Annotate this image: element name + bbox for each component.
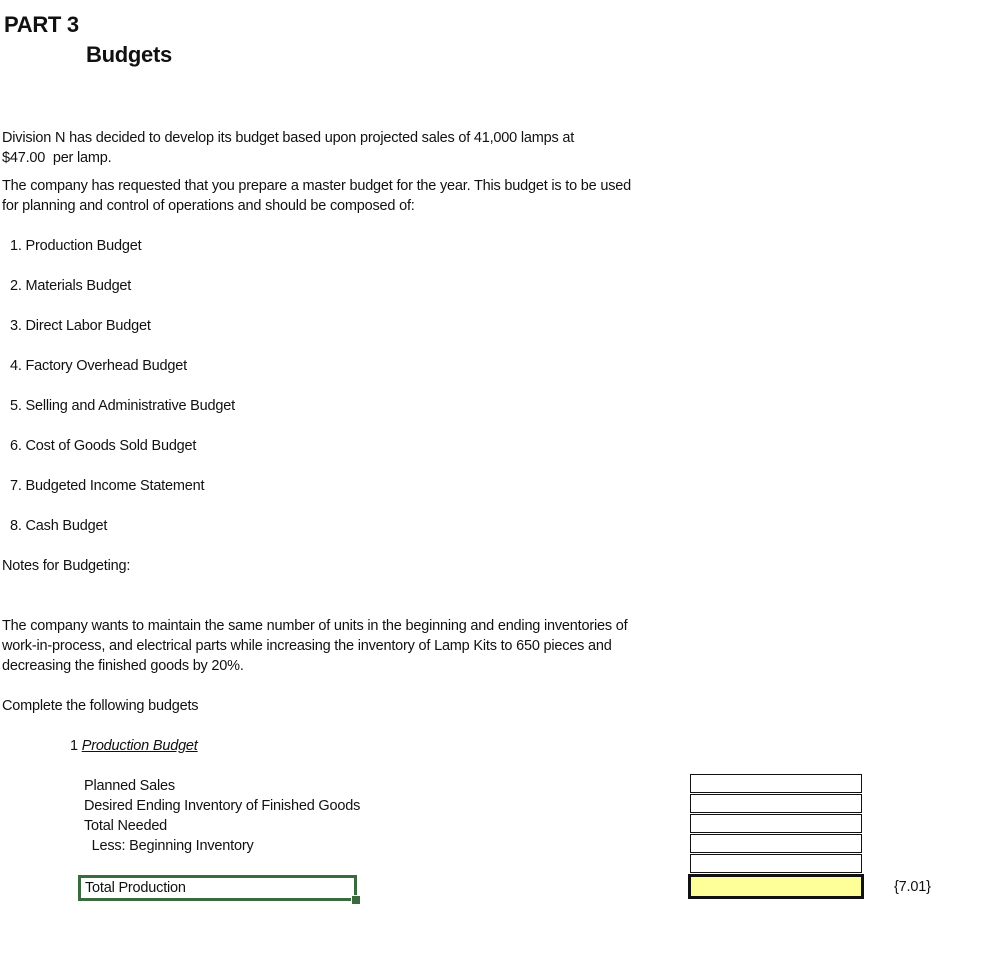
row-label-desired-ending-inventory: Desired Ending Inventory of Finished Goods [84,798,361,814]
price-suffix: per lamp. [52,150,112,166]
notes-line-3: decreasing the finished goods by 20%. [2,658,244,674]
intro-line-1: Division N has decided to develop its budget based upon projected sales of 41,000 lamps at [2,130,575,146]
production-budget-heading [70,738,198,754]
list-item: 4. Factory Overhead Budget [10,358,187,374]
list-item: 7. Budgeted Income Statement [10,478,205,494]
total-production-label: Total Production [85,880,186,896]
row-label-beginning-inventory: Less: Beginning Inventory [84,838,254,854]
desired-ending-inventory-input[interactable] [690,794,862,813]
total-needed-input[interactable] [690,814,862,833]
price-per-lamp: $47.00 [2,150,46,166]
list-item: 8. Cash Budget [10,518,108,534]
list-item: 1. Production Budget [10,238,142,254]
list-item: 3. Direct Labor Budget [10,318,151,334]
intro-para2-line2: for planning and control of operations and should be composed of: [2,198,415,214]
list-item: 5. Selling and Administrative Budget [10,398,235,414]
planned-sales-input[interactable] [690,774,862,793]
section-title: Production Budget [81,738,198,754]
row-label-planned-sales: Planned Sales [84,778,175,794]
list-item: 6. Cost of Goods Sold Budget [10,438,197,454]
reference-code: {7.01} [894,879,931,895]
notes-line-1: The company wants to maintain the same number of units in the beginning and ending inventories of [2,618,628,634]
blank-input-cell[interactable] [690,854,862,873]
notes-heading: Notes for Budgeting: [2,558,131,574]
section-number: 1 [70,738,78,754]
page-title: Budgets [86,42,172,67]
fill-handle[interactable] [351,895,361,905]
beginning-inventory-input[interactable] [690,834,862,853]
part-heading: PART 3 [4,12,79,37]
total-production-input[interactable] [688,874,864,899]
intro-price-line [2,150,111,166]
intro-para2-line1: The company has requested that you prepare a master budget for the year. This budget is to be used [2,178,632,194]
selected-cell-total-production[interactable] [78,875,357,901]
notes-line-2: work-in-process, and electrical parts while increasing the inventory of Lamp Kits to 650 pieces and [2,638,612,654]
row-label-total-needed: Total Needed [84,818,168,834]
instruction-text: Complete the following budgets [2,698,199,714]
list-item: 2. Materials Budget [10,278,132,294]
